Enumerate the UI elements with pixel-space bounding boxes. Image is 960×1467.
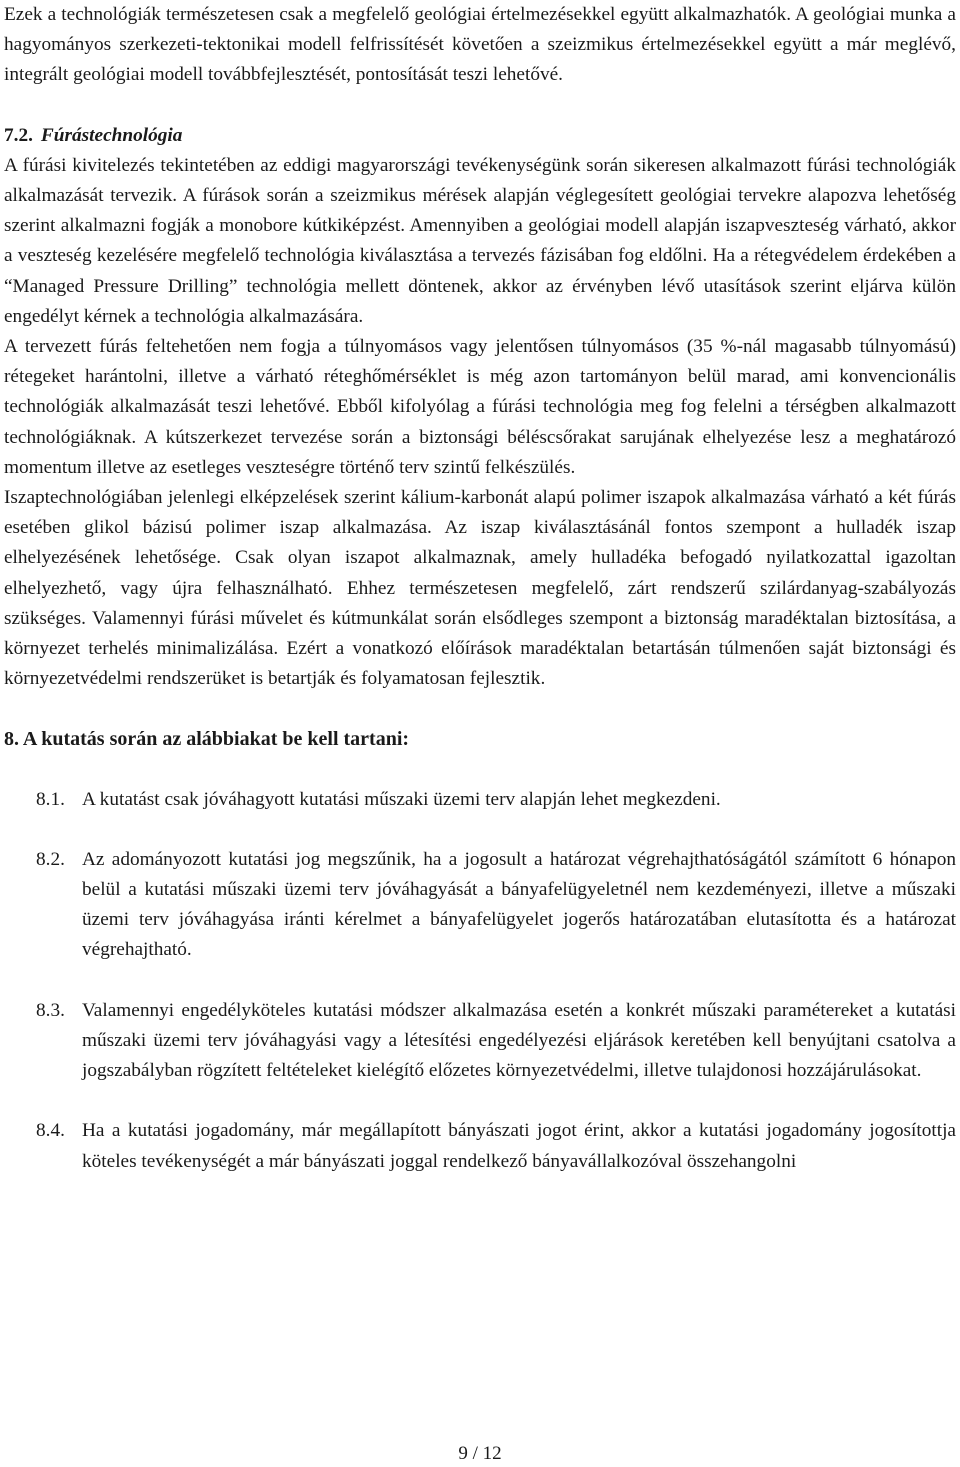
section-7-2-paragraph-2: A tervezett fúrás feltehetően nem fogja a túlnyomásos vagy jelentősen túlnyomásos (35 %-nál magasabb túlnyomású) rétegeket harántolni, illetve a várható rétegh​őmérséklet is még azon tartományon belül marad, ami konvencionális technológiák alkalmazását teszi lehetővé. Ebből kifolyólag a fúrási technológia meg fog felelni a térségben alkalmazott technológiáknak. A kútszerkezet tervezése során a biztonsági béléscsőrakat sarujának elhelyezése lesz a meghatározó momentum illetve az esetleges veszteségre történő terv szintű felkészülés. — [4, 336, 956, 478]
item-number: 8.1. — [36, 788, 65, 810]
section-8-heading: 8. A kutatás során az alábbiakat be kell tartani: — [4, 728, 410, 751]
item-text: A kutatást csak jóváhagyott kutatási műszaki üzemi terv alapján lehet megkezdeni. — [82, 788, 721, 810]
list-item — [36, 1116, 956, 1176]
list-item — [36, 785, 956, 815]
section-7-2-paragraph-3: Iszaptechnológiában jelenlegi elképzelések szerint kálium-karbonát alapú polimer iszapok alkalmazása várható a két fúrás esetében glikol bázisú polimer iszap alkalmazása. Az iszap kiválasztásánál fontos szempont a hulladék iszap elhelyezésének lehetősége. Csak olyan iszapot alkalmaznak, amely hulladéka befogadó nyilatkozattal igazoltan elhelyezhető, vagy újra felhasználható. Ehhez természetesen megfelelő, zárt rendszerű szilárdanyag-szabályozás szükséges. Valamennyi fúrási művelet és kútmunkálat során elsődleges szempont a biztonság maradéktalan biztosítása, a környezet terhelés minimalizálása. Ezért a vonatkozó előírások maradéktalan betartásán túlmenően saját biztonsági és környezetvédelmi rendszerüket is betartják és folyamatosan fejlesztik. — [4, 487, 956, 690]
page-number: 9 / 12 — [458, 1443, 502, 1464]
spacer — [4, 815, 956, 845]
item-text: Valamennyi engedélyköteles kutatási módszer alkalmazása esetén a konkrét műszaki paramétereket a kutatási műszaki üzemi terv jóváhagyási vagy a létesítési engedélyezési eljárások keretében kell benyújtani csatolva a jogszabályban rögzített feltételeket kielégítő előzetes környezetvédelmi, illetve tulajdonosi hozzájárulásokat. — [82, 999, 956, 1082]
spacer — [4, 91, 956, 121]
section-title: Fúrástechnológia — [40, 124, 183, 146]
item-text: Az adományozott kutatási jog megszűnik, ha a jogosult a határozat végrehajthatóságától számított 6 hónapon belül a kutatási műszaki üzemi terv jóváhagyását a bányafelügyeletnél nem kezdeményezi, illetve a műszaki üzemi terv jóváhagyása iránti kérelmet a bányafelügyelet jogerős határozatában elutasította és a határozat végrehajtható. — [82, 848, 956, 961]
list-item — [36, 996, 956, 1087]
spacer — [4, 755, 956, 785]
item-number: 8.4. — [36, 1120, 65, 1142]
spacer — [4, 1086, 956, 1116]
item-text: Ha a kutatási jogadomány, már megállapított bányászati jogot érint, akkor a kutatási jogadomány jogosítottja köteles tevékenységét a már bányászati joggal rendelkező bányavállalkozóval összehangolni — [82, 1120, 956, 1172]
list-item — [36, 845, 956, 966]
document-page — [4, 0, 956, 1177]
section-number: 7.2. — [4, 124, 33, 146]
spacer — [4, 694, 956, 724]
item-number: 8.2. — [36, 848, 65, 870]
section-7-2-paragraph-1: A fúrási kivitelezés tekintetében az eddigi magyarországi tevékenységünk során sikeresen alkalmazott fúrási technológiák alkalmazását tervezik. A fúrások során a szeizmikus mérések alapján véglegesített geológiai tervekre alapozva lehetőség szerint alkalmazni fogják a monobore kútkiképzést. Amennyiben a geológiai modell alapján iszapveszteség várható, akkor a veszteség kezelésére megfelelő technológia kiválasztása a tervezés fázisában fog eldőlni. Ha a rétegvédelem érdekében a “Managed Pressure Drilling” technológia mellett döntenek, akkor az érvényben lévő utasítások szerint eljárva külön engedélyt kérnek a technológia alkalmazására. — [4, 154, 956, 327]
section-7-2-heading — [4, 121, 956, 151]
item-number: 8.3. — [36, 999, 65, 1021]
spacer — [4, 966, 956, 996]
intro-paragraph: Ezek a technológiák természetesen csak a megfelelő geológiai értelmezésekkel együtt alkalmazhatók. A geológiai munka a hagyományos szerkezeti-tektonikai modell felfrissítését követően a szeizmikus értelmezésekkel együtt a már meglévő, integrált geológiai modell továbbfejlesztését, pontosítását teszi lehetővé. — [4, 4, 956, 86]
